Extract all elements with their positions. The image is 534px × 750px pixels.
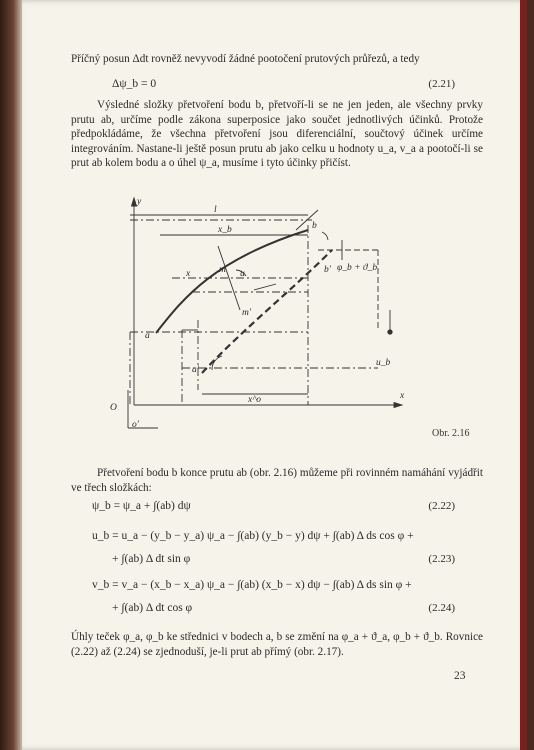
equation-2-24-line-1: v_b = v_a − (x_b − x_a) ψ_a − ∫(ab) (x_b − x) dψ − ∫(ab) Δ ds sin φ + xyxy=(92,579,412,591)
equation-number-2-24: (2.24) xyxy=(428,602,455,614)
label-xb: x_b xyxy=(218,225,232,235)
label-phi-b: φ_b + ϑ_b xyxy=(337,263,378,273)
paragraph-tangent-angles: Úhly teček φ_a, φ_b ke střednici v bodech a, b se změní na φ_a + ϑ_a, φ_b + ϑ_b. Rovnice (2.22) až (2.24) se zjednoduší, je-li prut ab přímý (obr. 2.17). xyxy=(71,631,483,658)
label-b-prime: b' xyxy=(324,265,331,275)
figure-caption: Obr. 2.16 xyxy=(432,428,470,439)
book-page xyxy=(22,0,527,750)
label-x: x xyxy=(186,269,191,279)
paragraph-three-components: Přetvoření bodu b konce prutu ab (obr. 2.16) můžeme při rovinném namáhání vyjádřit ve třech složkách: xyxy=(71,467,483,494)
book-spine-shadow xyxy=(0,0,22,750)
equation-number-2-21: (2.21) xyxy=(428,78,455,90)
axis-label-x: x xyxy=(400,391,405,401)
label-m: m xyxy=(219,265,226,275)
axis-label-y: y xyxy=(137,197,142,207)
figure-2-16 xyxy=(22,190,527,450)
label-u: u xyxy=(240,269,245,279)
label-b: b xyxy=(312,221,317,231)
equation-number-2-23: (2.23) xyxy=(428,553,455,565)
equation-2-21: Δψ_b = 0 xyxy=(112,78,157,90)
label-ub: u_b xyxy=(376,358,391,368)
label-l: l xyxy=(214,205,217,215)
equation-2-24-line-2: + ∫(ab) Δ dt cos φ xyxy=(112,602,193,614)
label-a: a xyxy=(145,331,150,341)
label-a-prime: a' xyxy=(192,365,199,375)
label-xo: x^o xyxy=(248,395,261,405)
paragraph-deformation: Výsledné složky přetvoření bodu b, přetvoří-li se ne jen jeden, ale všechny prvky prutu ab, určíme podle zákona superposice jako součet jednotlivých účinků. Protože předpokládáme, že všechna přetvoření jsou diferenciální, součtový účinek určíme integrováním. Nastane-li ještě posun prutu ab jako celku u hodnoty u_a, v_a a pootočí-li se prut ab kolem bodu a o úhel ψ_a, musíme i tyto účinky přičíst. xyxy=(71,99,483,170)
equation-2-23-line-2: + ∫(ab) Δ dt sin φ xyxy=(112,553,191,565)
equation-2-23-line-1: u_b = u_a − (y_b − y_a) ψ_a − ∫(ab) (y_b − y) dψ + ∫(ab) Δ ds cos φ + xyxy=(92,530,414,542)
page-number: 23 xyxy=(454,670,466,682)
paragraph-intro: Příčný posun Δdt rovněž nevyvodí žádné pootočení prutových průřezů, a tedy xyxy=(71,53,420,65)
equation-2-22: ψ_b = ψ_a + ∫(ab) dψ xyxy=(92,500,191,512)
label-m-prime: m' xyxy=(242,308,251,318)
label-o: O xyxy=(110,403,117,413)
equation-number-2-22: (2.22) xyxy=(428,500,455,512)
label-o-prime: o' xyxy=(132,420,139,430)
